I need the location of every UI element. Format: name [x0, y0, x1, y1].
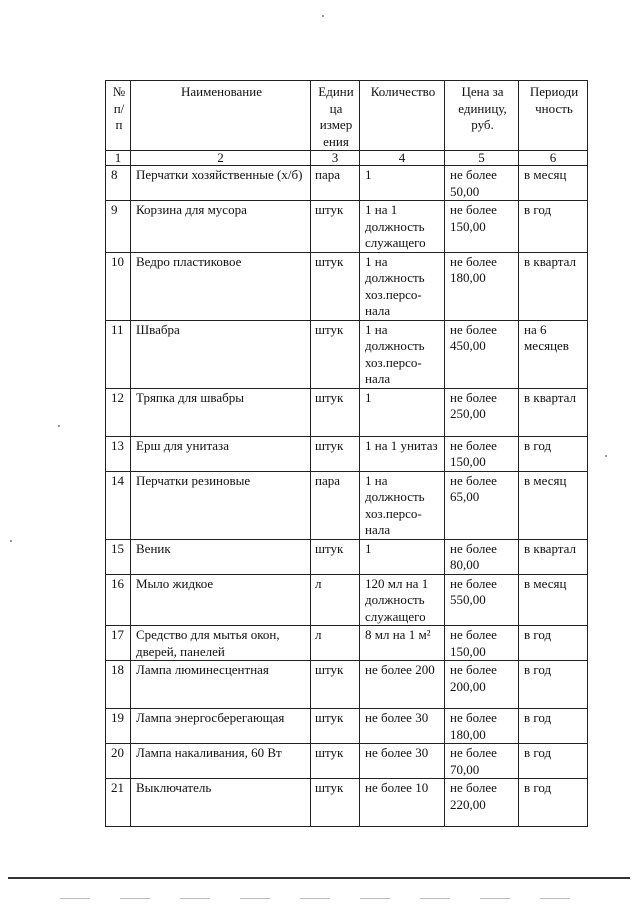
item-quantity: не более 30 [360, 709, 445, 744]
item-periodicity: в год [519, 661, 588, 709]
table-row [106, 626, 588, 661]
item-unit: л [311, 574, 360, 626]
item-unit: штук [311, 252, 360, 320]
item-periodicity: в квартал [519, 539, 588, 574]
item-quantity: 1 на 1 должность служащего [360, 201, 445, 253]
item-periodicity: в квартал [519, 388, 588, 436]
item-name: Мыло жидкое [131, 574, 311, 626]
item-unit: пара [311, 471, 360, 539]
table-row [106, 436, 588, 471]
item-name: Лампа люминесцентная [131, 661, 311, 709]
column-number: 3 [311, 151, 360, 166]
table-row [106, 388, 588, 436]
table-row [106, 709, 588, 744]
item-unit: штук [311, 779, 360, 827]
item-price: не более 180,00 [445, 709, 519, 744]
item-periodicity: в год [519, 201, 588, 253]
row-number: 12 [106, 388, 131, 436]
table-row [106, 574, 588, 626]
item-periodicity: в год [519, 709, 588, 744]
item-price: не более 50,00 [445, 166, 519, 201]
item-quantity: 120 мл на 1 должность служащего [360, 574, 445, 626]
column-number: 4 [360, 151, 445, 166]
item-price: не более 80,00 [445, 539, 519, 574]
column-number: 6 [519, 151, 588, 166]
row-number: 14 [106, 471, 131, 539]
item-name: Перчатки резиновые [131, 471, 311, 539]
item-periodicity: в месяц [519, 166, 588, 201]
column-number: 2 [131, 151, 311, 166]
item-name: Тряпка для швабры [131, 388, 311, 436]
item-name: Ведро пластиковое [131, 252, 311, 320]
item-price: не более 150,00 [445, 201, 519, 253]
item-periodicity: в месяц [519, 471, 588, 539]
item-periodicity: в год [519, 779, 588, 827]
item-quantity: 1 [360, 388, 445, 436]
header-row [106, 81, 588, 151]
item-price: не более 220,00 [445, 779, 519, 827]
item-quantity: не более 10 [360, 779, 445, 827]
row-number: 13 [106, 436, 131, 471]
table-row [106, 201, 588, 253]
item-periodicity: в квартал [519, 252, 588, 320]
table-row [106, 539, 588, 574]
column-number: 1 [106, 151, 131, 166]
item-quantity: 1 на должность хоз.персо-нала [360, 252, 445, 320]
item-quantity: 1 на должность хоз.персо-нала [360, 471, 445, 539]
table-row [106, 320, 588, 388]
item-price: не более 65,00 [445, 471, 519, 539]
item-unit: штук [311, 744, 360, 779]
item-price: не более 150,00 [445, 436, 519, 471]
item-periodicity: в год [519, 744, 588, 779]
item-unit: штук [311, 661, 360, 709]
item-name: Перчатки хозяйственные (х/б) [131, 166, 311, 201]
column-number: 5 [445, 151, 519, 166]
item-name: Корзина для мусора [131, 201, 311, 253]
item-price: не более 250,00 [445, 388, 519, 436]
item-price: не более 200,00 [445, 661, 519, 709]
row-number: 18 [106, 661, 131, 709]
item-unit: л [311, 626, 360, 661]
item-name: Лампа энергосберегающая [131, 709, 311, 744]
row-number: 21 [106, 779, 131, 827]
header-name: Наименование [131, 81, 311, 151]
row-number: 11 [106, 320, 131, 388]
item-price: не более 150,00 [445, 626, 519, 661]
scan-speck [10, 540, 12, 542]
item-unit: штук [311, 539, 360, 574]
page-footer-scan-line [60, 898, 600, 899]
page-bottom-rule [8, 877, 630, 879]
item-price: не более 450,00 [445, 320, 519, 388]
row-number: 10 [106, 252, 131, 320]
item-quantity: не более 30 [360, 744, 445, 779]
item-quantity: 1 на должность хоз.персо-нала [360, 320, 445, 388]
header-unit: Едини ца измер ения [311, 81, 360, 151]
item-price: не более 70,00 [445, 744, 519, 779]
table-row [106, 744, 588, 779]
item-unit: штук [311, 709, 360, 744]
item-price: не более 180,00 [445, 252, 519, 320]
item-quantity: 1 на 1 унитаз [360, 436, 445, 471]
header-number: № п/п [106, 81, 131, 151]
item-quantity: 1 [360, 166, 445, 201]
row-number: 19 [106, 709, 131, 744]
table-row [106, 471, 588, 539]
header-quantity: Количество [360, 81, 445, 151]
table-row [106, 779, 588, 827]
item-quantity: 1 [360, 539, 445, 574]
item-unit: штук [311, 388, 360, 436]
item-name: Лампа накаливания, 60 Вт [131, 744, 311, 779]
item-periodicity: в год [519, 436, 588, 471]
item-unit: штук [311, 320, 360, 388]
row-number: 9 [106, 201, 131, 253]
item-periodicity: в месяц [519, 574, 588, 626]
header-price: Цена за единицу, руб. [445, 81, 519, 151]
item-quantity: не более 200 [360, 661, 445, 709]
scan-speck [322, 15, 324, 17]
table-row [106, 661, 588, 709]
table-row [106, 252, 588, 320]
row-number: 15 [106, 539, 131, 574]
row-number: 8 [106, 166, 131, 201]
scan-speck [58, 425, 60, 427]
scan-speck [605, 455, 607, 457]
item-unit: штук [311, 201, 360, 253]
column-number-row [106, 151, 588, 166]
item-price: не более 550,00 [445, 574, 519, 626]
item-name: Средство для мытья окон, дверей, панелей [131, 626, 311, 661]
item-unit: штук [311, 436, 360, 471]
header-periodicity: Периоди чность [519, 81, 588, 151]
table-row [106, 166, 588, 201]
item-name: Ерш для унитаза [131, 436, 311, 471]
item-name: Веник [131, 539, 311, 574]
item-quantity: 8 мл на 1 м² [360, 626, 445, 661]
item-name: Швабра [131, 320, 311, 388]
row-number: 16 [106, 574, 131, 626]
item-unit: пара [311, 166, 360, 201]
row-number: 17 [106, 626, 131, 661]
row-number: 20 [106, 744, 131, 779]
item-periodicity: в год [519, 626, 588, 661]
item-periodicity: на 6 месяцев [519, 320, 588, 388]
supplies-table [105, 80, 588, 827]
item-name: Выключатель [131, 779, 311, 827]
